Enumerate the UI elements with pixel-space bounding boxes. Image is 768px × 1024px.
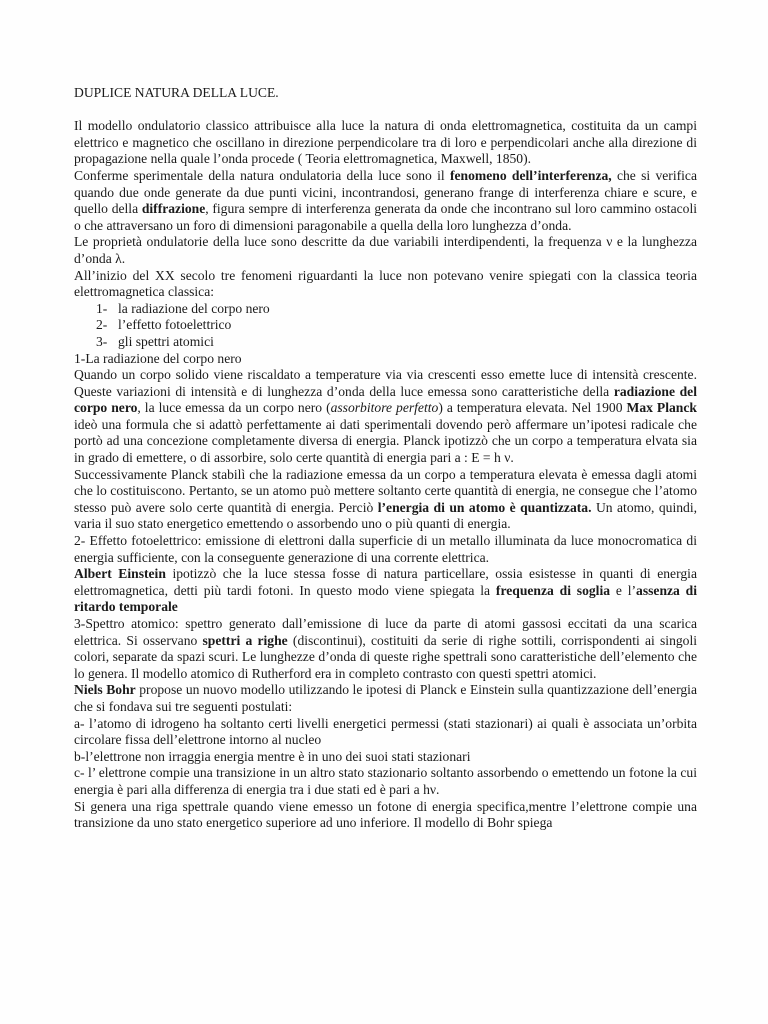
document-body <box>74 85 697 832</box>
intro-paragraphs <box>74 118 697 301</box>
text-run: All’inizio del XX secolo tre fenomeni riguardanti la luce non potevano venire spiegati con la classica teoria elettromagnetica classica: <box>74 267 697 300</box>
text-run: Le proprietà ondulatorie della luce sono descritte da due variabili interdipendenti, la frequenza ν e la lunghezza d’onda λ. <box>74 234 697 266</box>
italic-text: assorbitore perfetto <box>330 400 439 416</box>
body-paragraphs <box>74 351 697 832</box>
paragraph <box>74 118 697 168</box>
bold-text: frequenza di soglia <box>495 582 611 598</box>
text-run: , figura sempre di interferenza generata da onde che incontrano sul loro cammino ostacoli o che attraversano un foro di dimensioni paragonabile a quella della loro lunghezza d’onda. <box>74 201 697 233</box>
paragraph <box>74 716 697 749</box>
text-run: ) a temperatura elevata. Nel 1900 <box>438 400 627 416</box>
text-run: Un atomo, quindi, varia il suo stato energetico emettendo o assorbendo uno o più quanti di energia. <box>74 499 697 532</box>
text-run: che si verifica quando due onde generate da due punti vicini, incontrandosi, generano frange di interferenza chiare e scure, e quello della <box>74 167 697 217</box>
list-number: 1- <box>96 300 108 316</box>
bold-text: radiazione del corpo nero <box>74 383 697 416</box>
paragraph <box>74 367 697 467</box>
paragraph <box>74 682 697 715</box>
text-run: e l’ <box>610 582 637 598</box>
text-run: Il modello ondulatorio classico attribuisce alla luce la natura di onda elettromagnetica, costituita da un campi elettrico e magnetico che oscillano in direzione perpendicolare tra di loro e perpendicolari anche alla direzione di propagazione nella quale l’onda procede ( Teoria elettromagnetica, Maxwell, 1850). <box>74 118 697 167</box>
list-item <box>74 334 697 351</box>
list-text: l’effetto fotoelettrico <box>118 317 232 333</box>
text-run: c- l’ elettrone compie una transizione in un altro stato stazionario soltanto assorbendo o emettendo un fotone la cui energia è pari alla differenza di energia tra i due stati ed è pari a hν. <box>74 765 697 797</box>
bold-text: Albert Einstein <box>74 566 166 582</box>
bold-text: assenza di ritardo temporale <box>74 582 698 615</box>
text-run: ipotizzò che la luce stessa fosse di natura particellare, ossia esistesse in quanti di energia elettromagnetica, detti più tardi fotoni. In questo modo viene spiegata la <box>74 566 697 598</box>
text-run: a- l’atomo di idrogeno ha soltanto certi livelli energetici permessi (stati stazionari) ai quali è associata un’orbita circolare fissa dell’elettrone intorno al nucleo <box>74 715 697 748</box>
paragraph <box>74 351 697 368</box>
bold-text: diffrazione <box>141 201 206 217</box>
bold-text: Max Planck <box>626 400 697 416</box>
text-run: propose un nuovo modello utilizzando le ipotesi di Planck e Einstein sulla quantizzazione dell’energia che si fondava sui tre seguenti postulati: <box>74 682 697 714</box>
list-number: 3- <box>96 333 108 349</box>
list-item <box>74 317 697 334</box>
text-run: 2- Effetto fotoelettrico: emissione di elettroni dalla superficie di un metallo illuminata da luce monocromatica di energia sufficiente, con la conseguente generazione di una corrente elettrica. <box>74 533 697 565</box>
text-run: 3-Spettro atomico: spettro generato dall’emissione di luce da parte di atomi gassosi eccitati da una scarica elettrica. Si osservano <box>74 616 697 648</box>
paragraph <box>74 566 697 616</box>
text-run: (discontinui), costituiti da serie di righe sottili, corrispondenti ai singoli colori, separate da spazi scuri. Le lunghezze d’onda di queste righe spettrali sono caratteristiche dell’elemento che lo genera. Il modello atomico di Rutherford era in completo contrasto con questi spettri atomici. <box>74 632 698 681</box>
paragraph <box>74 749 697 766</box>
bold-text: Niels Bohr <box>74 682 136 698</box>
text-run: Conferme sperimentale della natura ondulatoria della luce sono il <box>74 167 450 183</box>
text-run: Quando un corpo solido viene riscaldato a temperature via via crescenti esso emette luce di intensità crescente. Queste variazioni di intensità e di lunghezza d’onda della luce emessa sono caratteristiche della <box>74 367 697 399</box>
paragraph <box>74 168 697 234</box>
list-item <box>74 301 697 318</box>
list-text: gli spettri atomici <box>118 333 214 349</box>
text-run: , la luce emessa da un corpo nero ( <box>137 400 331 416</box>
paragraph <box>74 467 697 533</box>
phenomena-list <box>74 301 697 351</box>
text-run: Successivamente Planck stabilì che la radiazione emessa da un corpo a temperatura elevata è emessa dagli atomi che lo costituiscono. Pertanto, se un atomo può mettere soltanto certe quantità di energia, ne consegue che l’atomo stesso può avere solo certe quantità di energia. Perciò <box>74 466 697 515</box>
paragraph <box>74 616 697 682</box>
text-run: Si genera una riga spettrale quando viene emesso un fotone di energia specifica,mentre l’elettrone compie una transizione da uno stato energetico superiore ad uno inferiore. Il modello di Bohr spiega <box>74 798 697 831</box>
text-run: b-l’elettrone non irraggia energia mentre è in uno dei suoi stati stazionari <box>74 748 471 764</box>
paragraph <box>74 799 697 832</box>
bold-text: fenomeno dell’interferenza, <box>449 167 612 183</box>
paragraph <box>74 533 697 566</box>
bold-text: spettri a righe <box>202 632 288 648</box>
document-title: DUPLICE NATURA DELLA LUCE. <box>74 85 279 100</box>
list-number: 2- <box>96 317 108 333</box>
paragraph <box>74 765 697 798</box>
text-run: 1-La radiazione del corpo nero <box>74 350 242 366</box>
paragraph <box>74 268 697 301</box>
paragraph <box>74 234 697 267</box>
text-run: ideò una formula che si adattò perfettamente ai dati sperimentali dovendo però affermare un’ipotesi radicale che portò ad una concezione completamente diversa di energia. Planck ipotizzò che un corpo a temperatura elvata sia in grado di emettere, o di assorbire, solo certe quantità di energia pari a : E = h ν. <box>74 416 697 466</box>
list-text: la radiazione del corpo nero <box>118 300 270 316</box>
bold-text: l’energia di un atomo è quantizzata. <box>377 499 592 515</box>
